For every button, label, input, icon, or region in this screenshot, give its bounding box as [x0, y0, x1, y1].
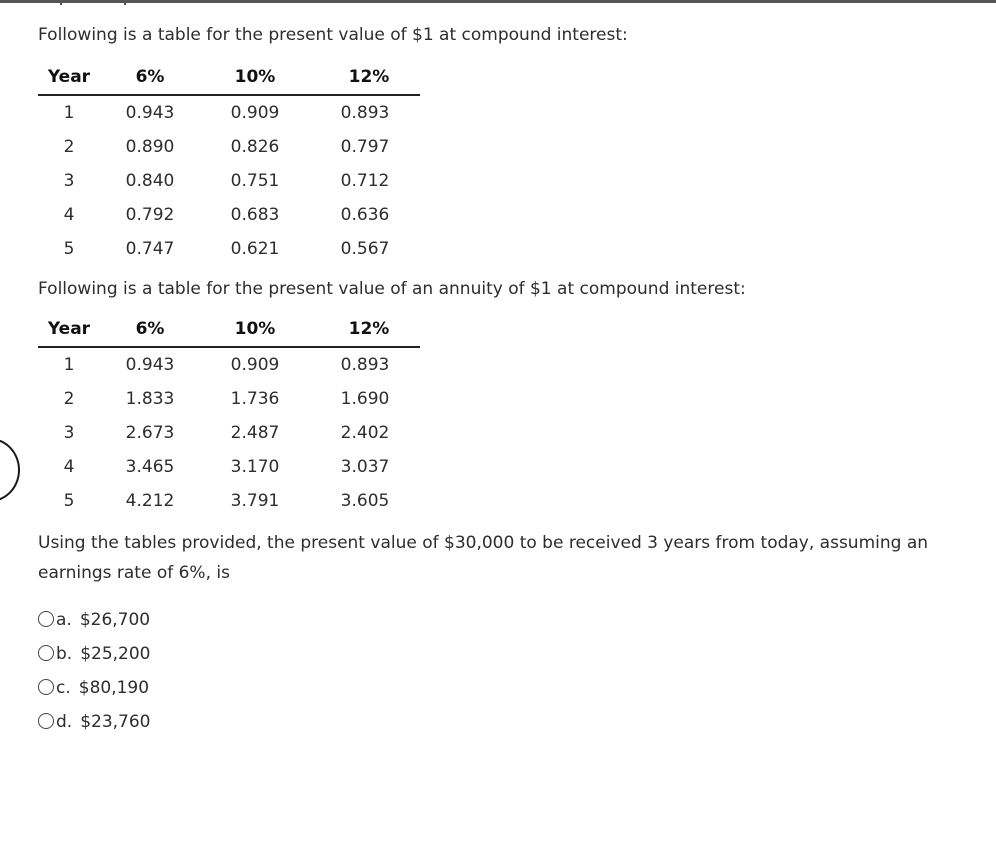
value-cell: 0.792	[125, 205, 175, 225]
value-cell: 3.791	[230, 491, 280, 511]
option-letter: a.	[56, 610, 72, 630]
year-cell: 4	[63, 457, 75, 477]
header-rate-10: 10%	[200, 312, 310, 347]
answer-options	[38, 603, 151, 739]
partial-circle-shape	[0, 438, 20, 502]
value-cell: 0.751	[230, 171, 280, 191]
value-cell: 3.037	[340, 457, 390, 477]
table-row	[38, 484, 420, 518]
option-text: $25,200	[80, 644, 151, 664]
header-rate-12: 12%	[310, 60, 420, 95]
value-cell: 0.893	[340, 103, 390, 123]
year-cell: 3	[63, 423, 75, 443]
value-cell: 0.636	[340, 205, 390, 225]
option-letter: d.	[56, 712, 73, 732]
radio-button-icon[interactable]	[38, 645, 54, 661]
table-row	[38, 198, 420, 232]
value-cell: 0.797	[340, 137, 390, 157]
rule-tick	[60, 0, 62, 5]
present-value-table	[38, 60, 420, 266]
table-row	[38, 232, 420, 266]
value-cell: 0.909	[230, 103, 280, 123]
header-year: Year	[38, 60, 100, 95]
option-letter: c.	[56, 678, 71, 698]
value-cell: 0.943	[125, 103, 175, 123]
year-cell: 2	[63, 137, 75, 157]
option-text: $23,760	[80, 712, 151, 732]
year-cell: 5	[63, 491, 75, 511]
option-text: $80,190	[78, 678, 150, 698]
year-cell: 2	[63, 389, 75, 409]
header-rate-10: 10%	[200, 60, 310, 95]
value-cell: 0.909	[230, 355, 280, 375]
radio-button-icon[interactable]	[38, 611, 54, 627]
year-cell: 5	[63, 239, 75, 259]
value-cell: 4.212	[125, 491, 175, 511]
rule-tick	[124, 0, 126, 5]
value-cell: 1.833	[125, 389, 175, 409]
value-cell: 1.690	[340, 389, 390, 409]
value-cell: 0.683	[230, 205, 280, 225]
year-cell: 4	[63, 205, 75, 225]
value-cell: 3.605	[340, 491, 390, 511]
top-rule	[0, 0, 996, 3]
value-cell: 2.673	[125, 423, 175, 443]
radio-button-icon[interactable]	[38, 713, 54, 729]
table-header-row	[38, 60, 420, 95]
value-cell: 0.567	[340, 239, 390, 259]
value-cell: 2.402	[340, 423, 390, 443]
annuity-table	[38, 312, 420, 518]
option-text: $26,700	[79, 610, 151, 630]
radio-button-icon[interactable]	[38, 679, 54, 695]
table-row	[38, 347, 420, 382]
table-row	[38, 164, 420, 198]
value-cell: 0.621	[230, 239, 280, 259]
value-cell: 0.890	[125, 137, 175, 157]
header-rate-6: 6%	[100, 60, 200, 95]
annuity-table-intro: Following is a table for the present value of an annuity of $1 at compound interest:	[38, 279, 746, 299]
table-row	[38, 130, 420, 164]
value-cell: 0.943	[125, 355, 175, 375]
value-cell: 0.893	[340, 355, 390, 375]
question-text: Using the tables provided, the present value of $30,000 to be received 3 years from today, assuming an earnings rate of 6%, is	[38, 533, 929, 583]
value-cell: 1.736	[230, 389, 280, 409]
header-rate-6: 6%	[100, 312, 200, 347]
value-cell: 0.840	[125, 171, 175, 191]
year-cell: 3	[63, 171, 75, 191]
header-year: Year	[38, 312, 100, 347]
header-rate-12: 12%	[310, 312, 420, 347]
option-a[interactable]	[38, 603, 151, 637]
option-d[interactable]	[38, 705, 151, 739]
table-row	[38, 416, 420, 450]
year-cell: 1	[63, 103, 75, 123]
value-cell: 0.712	[340, 171, 390, 191]
value-cell: 3.170	[230, 457, 280, 477]
table-row	[38, 95, 420, 130]
table-row	[38, 382, 420, 416]
table-row	[38, 450, 420, 484]
option-b[interactable]	[38, 637, 151, 671]
pv-table-intro: Following is a table for the present value of $1 at compound interest:	[38, 25, 628, 45]
value-cell: 3.465	[125, 457, 175, 477]
table-header-row	[38, 312, 420, 347]
value-cell: 2.487	[230, 423, 280, 443]
value-cell: 0.826	[230, 137, 280, 157]
option-letter: b.	[56, 644, 73, 664]
value-cell: 0.747	[125, 239, 175, 259]
option-c[interactable]	[38, 671, 151, 705]
year-cell: 1	[63, 355, 75, 375]
